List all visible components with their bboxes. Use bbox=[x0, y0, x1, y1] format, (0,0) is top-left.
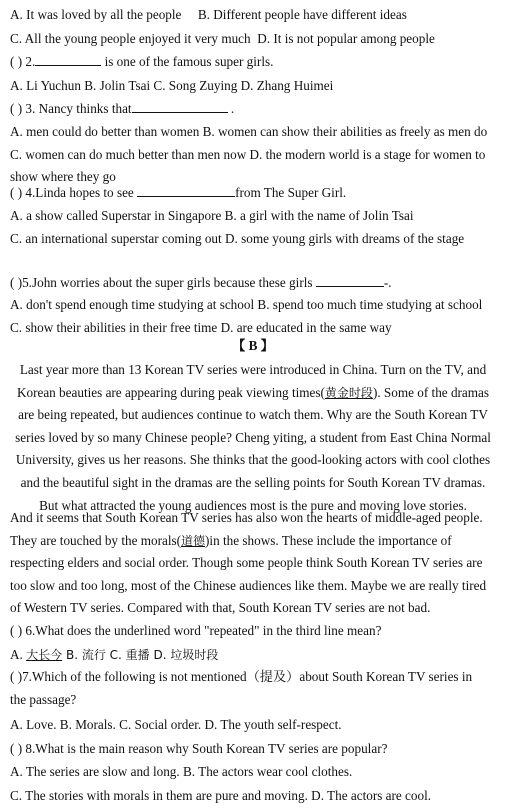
q1-options-ab bbox=[10, 3, 407, 26]
q7-options: A. Love. B. Morals. C. Social order. D. The youth self-respect. bbox=[10, 717, 342, 732]
q6-option-a: 大长今 bbox=[26, 648, 63, 662]
q3-stem: ( ) 3. Nancy thinks that . bbox=[10, 101, 235, 116]
q2-stem: ( ) 2. is one of the famous super girls. bbox=[10, 54, 274, 69]
q1-option-b: B. Different people have different ideas bbox=[197, 7, 407, 22]
q8-stem: ( ) 8.What is the main reason why South Korean TV series are popular? bbox=[10, 741, 388, 756]
q5-options: A. don't spend enough time studying at school B. spend too much time studying at school C. show their abilities in their free time D. are educated in the same way bbox=[10, 297, 483, 335]
q5-stem: ( )5.John worries about the super girls because these girls -. bbox=[10, 275, 392, 290]
q2-options: A. Li Yuchun B. Jolin Tsai C. Song Zuying D. Zhang Huimei bbox=[10, 78, 334, 93]
q1-option-a: A. It was loved by all the people bbox=[10, 7, 182, 22]
passage-paragraph-1: Last year more than 13 Korean TV series were introduced in China. Turn on the TV, and Korean beauties are appearing during peak viewing times(黄金时段). Some of the dramas are being repeated, but audiences continue to watch them. Why are the South Korean TV series loved by so many Chinese people? Cheng yiting, a student from East China Normal University, gives us her reasons. She thinks that the good-looking actors with cool clothes and the beautiful sight in the dramas are the selling points for South Korean TV dramas. But what attracted the young audiences most is the pure and moving love stories. bbox=[15, 362, 491, 513]
q1-option-c: C. All the young people enjoyed it very much bbox=[10, 31, 251, 46]
q6-options-rest: B. 流行 C. 重播 D. 垃圾时段 bbox=[62, 648, 219, 662]
section-b-heading: 【 B 】 bbox=[232, 338, 274, 353]
answer-blank bbox=[132, 101, 228, 113]
q7-stem: ( )7.Which of the following is not mentioned（提及）about South Korean TV series in the passage? bbox=[10, 669, 473, 707]
q3-options: A. men could do better than women B. women can show their abilities as freely as men do C. women can do much better than men now D. the modern world is a stage for women to show where they go bbox=[10, 124, 488, 185]
q1-options-cd bbox=[10, 27, 435, 50]
passage-paragraph-2: And it seems that South Korean TV series has also won the hearts of middle-aged people. They are touched by the morals(道德)in the shows. These include the importance of respecting elders and social order. Though some people think South Korean TV series are too slow and too long, most of the Chinese audiences like them. Maybe we are really tired of Western TV series. Compared with that, South Korean TV series are not bad. bbox=[10, 510, 487, 616]
answer-blank bbox=[137, 185, 235, 197]
q1-option-d: D. It is not popular among people bbox=[257, 31, 435, 46]
gloss-peak-times: 黄金时段 bbox=[324, 385, 373, 400]
q4-options-cd: C. an international superstar coming out D. some young girls with dreams of the stage bbox=[10, 231, 465, 246]
q6-stem: ( ) 6.What does the underlined word "repeated" in the third line mean? bbox=[10, 623, 382, 638]
answer-blank bbox=[316, 275, 384, 287]
q8-options-ab: A. The series are slow and long. B. The actors wear cool clothes. bbox=[10, 764, 353, 779]
q4-options-ab: A. a show called Superstar in Singapore B. a girl with the name of Jolin Tsai bbox=[10, 208, 414, 223]
q6-options: A. 大长今 B. 流行 C. 重播 D. 垃圾时段 bbox=[10, 647, 219, 662]
q4-stem: ( ) 4.Linda hopes to see from The Super Girl. bbox=[10, 185, 347, 200]
q8-options-cd: C. The stories with morals in them are pure and moving. D. The actors are cool. bbox=[10, 788, 432, 803]
gloss-morals: 道德 bbox=[181, 533, 206, 548]
answer-blank bbox=[35, 54, 101, 66]
